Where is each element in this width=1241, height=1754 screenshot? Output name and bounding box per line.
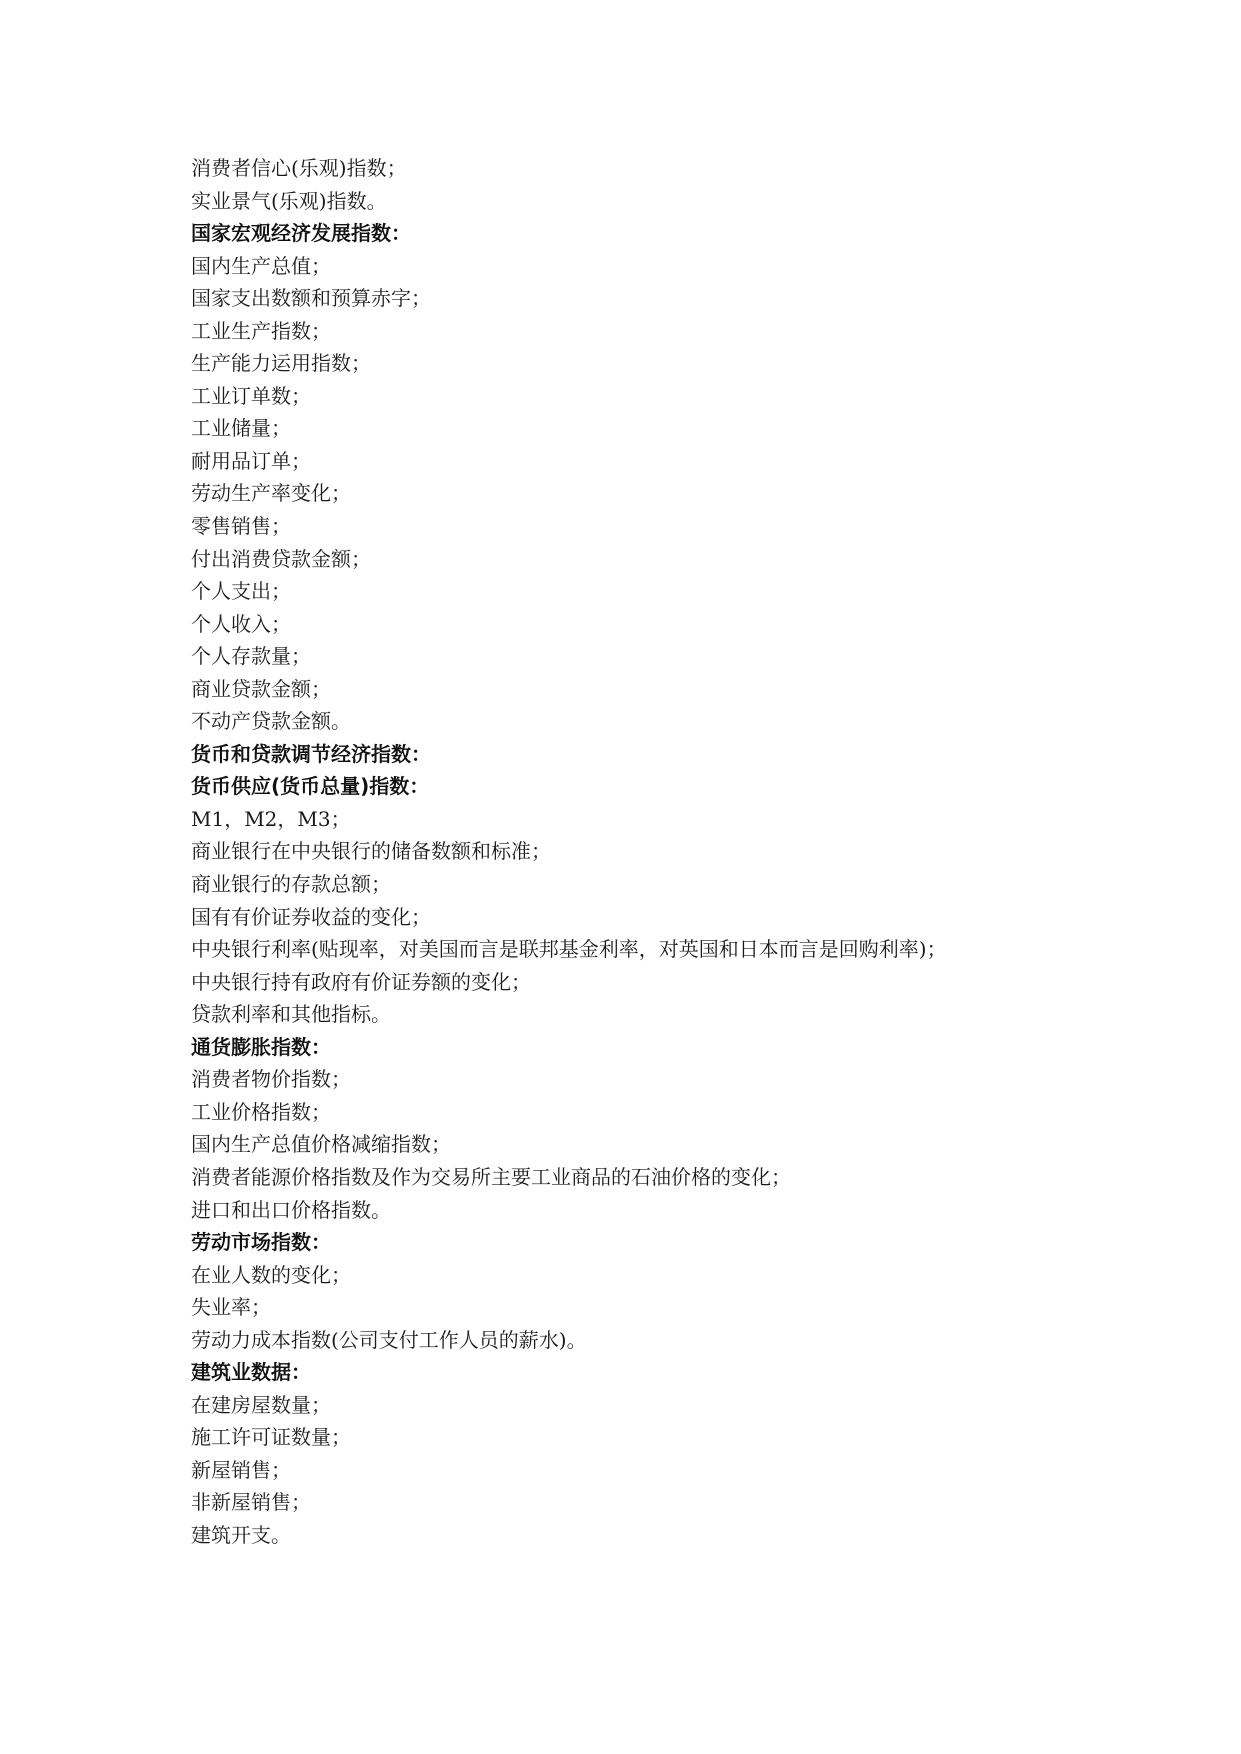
list-item: 在业人数的变化；: [191, 1262, 351, 1287]
list-item: 国家支出数额和预算赤字；: [191, 286, 431, 311]
list-item: 生产能力运用指数；: [191, 351, 371, 376]
list-item: 个人收入；: [191, 611, 291, 636]
list-item: 工业储量；: [191, 416, 291, 441]
list-item: 商业银行的存款总额；: [191, 872, 391, 897]
list-item: 中央银行利率(贴现率，对美国而言是联邦基金利率，对英国和日本而言是回购利率)；: [191, 937, 947, 962]
list-item: 工业生产指数；: [191, 318, 331, 343]
list-item: 国内生产总值；: [191, 253, 331, 278]
list-item: 施工许可证数量；: [191, 1425, 351, 1450]
section-heading: 建筑业数据：: [191, 1360, 311, 1385]
list-item: 工业价格指数；: [191, 1099, 331, 1124]
document-body: [191, 152, 1141, 1552]
list-item: M1，M2，M3；: [191, 806, 351, 831]
list-item: 不动产贷款金额。: [191, 709, 351, 734]
list-item: 消费者能源价格指数及作为交易所主要工业商品的石油价格的变化；: [191, 1164, 791, 1189]
list-item: 非新屋销售；: [191, 1490, 311, 1515]
list-item: 在建房屋数量；: [191, 1392, 331, 1417]
list-item: 工业订单数；: [191, 383, 311, 408]
list-item: 中央银行持有政府有价证券额的变化；: [191, 969, 531, 994]
section-heading: 劳动市场指数：: [191, 1230, 331, 1255]
list-item: 失业率；: [191, 1295, 271, 1320]
section-heading: 货币供应(货币总量)指数：: [191, 774, 430, 799]
list-item: 耐用品订单；: [191, 448, 311, 473]
list-item: 贷款利率和其他指标。: [191, 1002, 391, 1027]
list-item: 个人存款量；: [191, 644, 311, 669]
list-item: 新屋销售；: [191, 1457, 291, 1482]
list-item: 实业景气(乐观)指数。: [191, 188, 387, 213]
list-item: 建筑开支。: [191, 1522, 291, 1547]
section-heading: 通货膨胀指数：: [191, 1034, 331, 1059]
list-item: 商业贷款金额；: [191, 676, 331, 701]
list-item: 劳动力成本指数(公司支付工作人员的薪水)。: [191, 1327, 587, 1352]
section-heading: 货币和贷款调节经济指数：: [191, 741, 431, 766]
list-item: 零售销售；: [191, 514, 291, 539]
list-item: 个人支出；: [191, 579, 291, 604]
section-heading: 国家宏观经济发展指数：: [191, 221, 411, 246]
list-item: 消费者信心(乐观)指数；: [191, 156, 407, 180]
list-item: 付出消费贷款金额；: [191, 546, 371, 571]
list-item: 进口和出口价格指数。: [191, 1197, 391, 1222]
list-item: 国有有价证券收益的变化；: [191, 904, 431, 929]
list-item: 商业银行在中央银行的储备数额和标准；: [191, 839, 551, 864]
list-item: 消费者物价指数；: [191, 1067, 351, 1092]
list-item: 劳动生产率变化；: [191, 481, 351, 506]
list-item: 国内生产总值价格减缩指数；: [191, 1132, 451, 1157]
